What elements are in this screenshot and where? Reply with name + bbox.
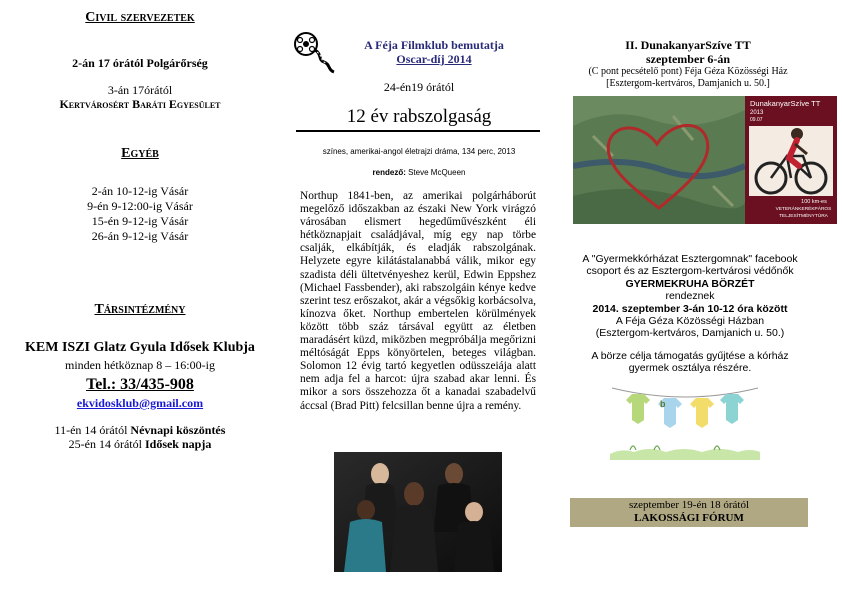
ride-location-1: (C pont pecsételő pont) Féja Géza Közösségi Ház [588,66,788,77]
club-event-2 [20,437,260,452]
forum-time: szeptember 19-én 18 órától [628,499,750,511]
poster-subtitle-2: TELJESÍTMÉNYTÚRA [779,214,828,219]
film-director-line [296,168,542,177]
event-2-title: Idősek napja [144,437,212,451]
other-heading: Egyéb [121,146,159,161]
event-1-time: 11-én 14 órától [54,423,131,437]
civil-line-1: 2-án 17 órától Polgárőrség [72,56,208,70]
bazaar-title: GYERMEKRUHA BÖRZÉT [625,277,755,290]
onesie-green [626,394,650,424]
onesie-yellow [690,398,714,428]
bazaar-line-3: rendeznek [665,290,715,303]
film-synopsis: Northup 1841-ben, az amerikai polgárháborút megelőző időszakban az északi New York virágzó városában elismert hegedűművészként éli hétköznapjait családjával, míg egy nap törbe csalják, elkábítják, és eladják rabszolgának. Helyzete egyre kilátástalanabbá válik, mikor egy szadista déli ültetvényeshez kerül, Edwin Eppshez (Michael Fassbender), aki rabszolgáin kénye kedve szerint tesz erőszakot, akár a végsőkig korbácsolva, kínozva őket. Northup embertelen körülmények között több száz társával együtt az életben maradásért küzd, miközben megpróbálja megőrizni méltóságát Epps könyörtelen, beteges világban. Solomon 12 évig tartó kegyetlen odüsszeiája alatt nem adja fel a harcot: újra szabad akar lenni. És mikor a sors összehozza őt a kanadai szabadelvű áccsal (Brad Pitt) felcsillan benne újra a remény. [300,190,536,412]
civil-line-2: 3-án 17órától [107,83,173,97]
baby-clothes-illustration [610,380,760,460]
bazaar-goal-2: gyermek osztálya részére. [628,362,752,375]
poster-subtitle-1: VETERÁNKERÉKPÁROS [775,207,832,212]
email-link[interactable]: ekvidosklub@gmail.com [76,396,204,410]
event-1-title: Névnapi köszöntés [130,423,226,437]
film-title: 12 év rabszolgaság [346,106,492,127]
bazaar-line-2: csoport és az Esztergom-kertvárosi védőnők [586,265,794,278]
forum-box [570,498,808,527]
oscar-label: Oscar-díj 2014 [396,52,472,66]
bazaar-place-2: (Esztergom-kertváros, Damjanich u. 50.) [595,327,785,340]
event-2-time: 25-én 14 órától [68,437,145,451]
director-label: rendező: [372,168,406,177]
filmclub-title: A Féja Filmklub bemutatja [364,38,504,52]
market-item: 9-én 9-12:00-ig Vásár [87,199,193,213]
poster-year: 2013 [750,110,764,116]
onesie-letter: b [660,399,666,409]
screening-time: 24-én19 órától [383,80,455,94]
title-divider [296,130,540,132]
heart-route-map [573,96,745,224]
civil-line-3: Kertvárosért Baráti Egyesület [59,97,221,111]
market-item: 2-án 10-12-ig Vásár [91,184,189,198]
civil-heading: Civil szervezetek [85,10,195,25]
market-list [20,184,260,244]
bazaar-date: 2014. szeptember 3-án 10-12 óra között [592,302,788,315]
director-name: Steve McQueen [405,168,466,177]
onesie-teal [720,394,744,424]
ride-title: II. DunakanyarSzíve TT [625,38,751,52]
partner-heading: Társintézmény [94,302,186,317]
club-name: KEM ISZI Glatz Gyula Idősek Klubja [25,340,255,355]
forum-title: LAKOSSÁGI FÓRUM [634,512,744,524]
ride-location-2: [Esztergom-kertváros, Damjanich u. 50.] [606,78,770,89]
film-reel-icon [288,30,338,74]
bazaar-place-1: A Féja Géza Közösségi Házban [615,315,765,328]
market-item: 15-én 9-12-ig Vásár [91,214,189,228]
poster-title: DunakanyarSzíve TT [750,99,821,108]
ride-date: szeptember 6-án [645,52,731,66]
poster-km: 100 km-es [801,199,827,205]
phone-number: Tel.: 33/435-908 [86,376,194,393]
film-meta: színes, amerikai-angol életrajzi dráma, 134 perc, 2013 [322,147,516,156]
bazaar-announcement [562,253,818,375]
cast-photo [334,452,502,572]
poster-date: 09.07 [750,117,763,123]
email-link-wrap [20,396,260,411]
bazaar-goal-1: A börze célja támogatás gyűjtése a kórház [591,349,789,362]
club-hours: minden hétköznap 8 – 16:00-ig [65,358,215,372]
club-event-1 [20,423,260,438]
bazaar-line-1: A "Gyermekkórházat Esztergomnak" facebook [582,253,798,265]
market-item: 26-án 9-12-ig Vásár [91,229,189,243]
